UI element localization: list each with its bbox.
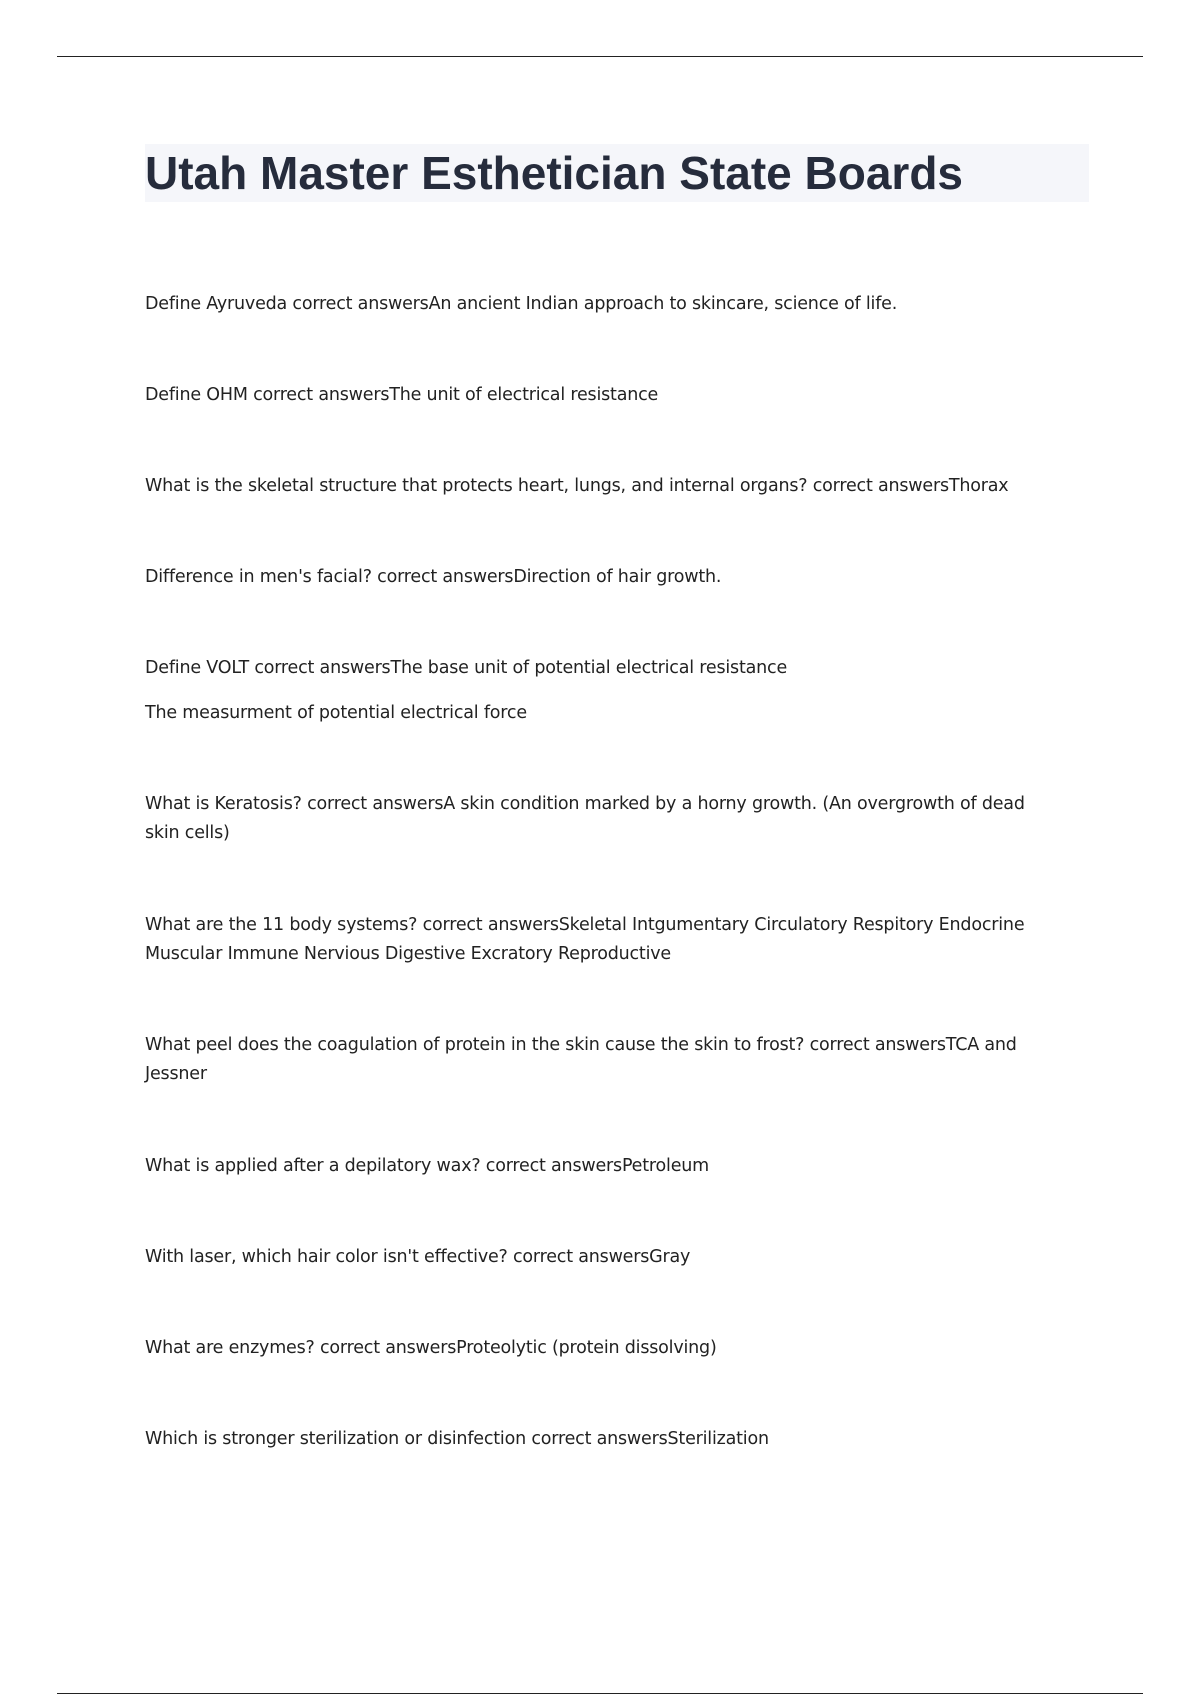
header-rule (57, 56, 1143, 57)
qa-line: With laser, which hair color isn't effective? correct answersGray (145, 1247, 691, 1267)
footer-rule (57, 1693, 1143, 1694)
qa-item-thorax (145, 472, 1090, 501)
qa-item-body-systems (145, 911, 1090, 969)
qa-item-volt (145, 654, 1090, 683)
qa-item-laser (145, 1243, 1090, 1272)
qa-item-ayurveda (145, 290, 1090, 319)
qa-line: Define OHM correct answersThe unit of electrical resistance (145, 385, 659, 405)
qa-item-ohm (145, 381, 1090, 410)
page-title: Utah Master Esthetician State Boards (145, 147, 964, 199)
qa-line: What peel does the coagulation of protein in the skin cause the skin to frost? correct answersTCA and (145, 1035, 1017, 1055)
qa-line: Jessner (145, 1064, 207, 1084)
qa-line: Which is stronger sterilization or disinfection correct answersSterilization (145, 1429, 769, 1449)
qa-item-peel (145, 1031, 1090, 1089)
qa-item-depilatory (145, 1152, 1090, 1181)
qa-line: Difference in men's facial? correct answersDirection of hair growth. (145, 567, 722, 587)
qa-item-enzymes (145, 1334, 1090, 1363)
qa-line: Muscular Immune Nervious Digestive Excratory Reproductive (145, 944, 671, 964)
qa-line: What is applied after a depilatory wax? correct answersPetroleum (145, 1156, 709, 1176)
qa-item-mens-facial (145, 563, 1090, 592)
qa-line: skin cells) (145, 823, 230, 843)
qa-item-keratosis (145, 790, 1090, 848)
qa-line: What is Keratosis? correct answersA skin condition marked by a horny growth. (An overgrowth of dead (145, 794, 1025, 814)
qa-item-sterilization (145, 1425, 1090, 1454)
qa-line: Define Ayruveda correct answersAn ancient Indian approach to skincare, science of life. (145, 294, 898, 314)
qa-line: The measurment of potential electrical force (145, 703, 527, 723)
qa-line: What are enzymes? correct answersProteolytic (protein dissolving) (145, 1338, 717, 1358)
qa-item-volt-note (145, 699, 1090, 728)
qa-line: What is the skeletal structure that protects heart, lungs, and internal organs? correct answersThorax (145, 476, 1009, 496)
qa-line: What are the 11 body systems? correct answersSkeletal Intgumentary Circulatory Respitory Endocrine (145, 915, 1025, 935)
qa-line: Define VOLT correct answersThe base unit of potential electrical resistance (145, 658, 788, 678)
